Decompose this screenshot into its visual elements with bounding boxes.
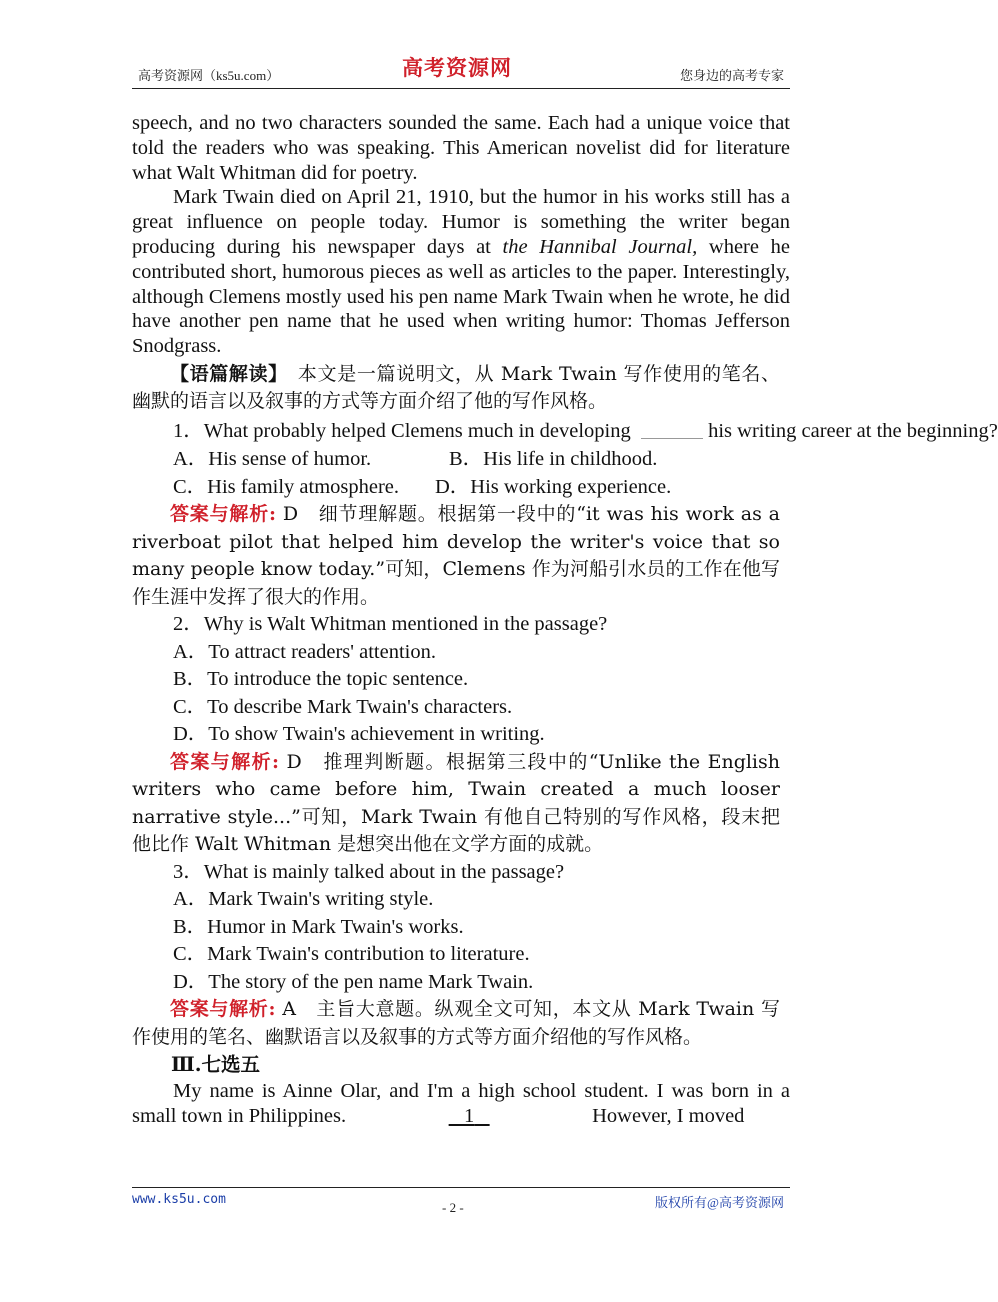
answer-label: 答案与解析: (170, 503, 277, 526)
page-number: - 2 - (442, 1200, 464, 1215)
question-2-option-d[interactable]: D．To show Twain's achievement in writing. (173, 723, 545, 746)
question-2-stem: 2．Why is Walt Whitman mentioned in the passage? (173, 613, 608, 636)
question-1-stem: 1．What probably helped Clemens much in developing his writing career at the beginning? (173, 419, 998, 442)
option-a[interactable]: A．His sense of humor. (173, 448, 372, 471)
question-3-option-b[interactable]: B．Humor in Mark Twain's works. (173, 915, 464, 938)
blank-1[interactable]: 1 (464, 1104, 475, 1127)
option-c[interactable]: C．His family atmosphere. (173, 476, 400, 499)
section-3-paragraph: My name is Ainne Olar, and I'm a high school student. I was born in a small town in Philippines. 1 However, I moved (132, 1079, 790, 1127)
question-3-option-a[interactable]: A．Mark Twain's writing style. (173, 888, 434, 911)
passage-paragraph-last: Mark Twain died on April 21, 1910, but the humor in his works still has a great influence on people today. Humor is something the writer began producing during his newspaper days at the Hannibal Journal, where he contributed short, humorous pieces as well as articles to the paper. Interestingly, although Clemens mostly used his pen name Mark Twain when he wrote, he did have another pen name that he used when writing humor: Thomas Jefferson Snodgrass. (132, 186, 790, 358)
reading-note: 【语篇解读】 本文是一篇说明文，从 Mark Twain 写作使用的笔名、幽默的语言以及叙事的方式等方面介绍了他的写作风格。 (132, 362, 780, 413)
header-site-name: 高考资源网（ks5u.com） (138, 68, 280, 83)
section-3-title: Ⅲ.七选五 (171, 1053, 261, 1077)
header-slogan: 您身边的高考专家 (679, 68, 784, 83)
question-1-answer: 答案与解析: D 细节理解题。根据第一段中的“it was his work as a riverboat pilot that helped him develop the writer's voice that so many people know today.”可知，Clemens 作为河船引水员的工作在他写作生涯中发挥了很大的作用。 (132, 503, 780, 608)
document-body (132, 111, 998, 1129)
question-2-option-a[interactable]: A．To attract readers' attention. (173, 640, 436, 663)
question-3-answer: 答案与解析: A 主旨大意题。纵观全文可知，本文从 Mark Twain 写作使用的笔名、幽默语言以及叙事的方式等方面介绍他的写作风格。 (132, 998, 780, 1048)
question-2-option-b[interactable]: B．To introduce the topic sentence. (173, 668, 469, 691)
question-3-option-c[interactable]: C．Mark Twain's contribution to literature. (173, 943, 530, 966)
question-1-options-row-1 (132, 445, 790, 473)
question-3-option-d[interactable]: D．The story of the pen name Mark Twain. (173, 970, 534, 993)
question-1-options-row-2 (132, 473, 790, 501)
newspaper-title: the Hannibal Journal, (502, 235, 698, 258)
option-b[interactable]: B．His life in childhood. (449, 448, 658, 471)
blank-line (641, 420, 703, 439)
answer-label: 答案与解析: (170, 750, 280, 773)
passage-paragraph-continued: speech, and no two characters sounded the same. Each had a unique voice that told the readers who was speaking. This American novelist did for literature what Walt Whitman did for poetry. (132, 112, 790, 184)
question-2-option-c[interactable]: C．To describe Mark Twain's characters. (173, 695, 513, 718)
option-d[interactable]: D．His working experience. (435, 476, 672, 499)
answer-label: 答案与解析: (170, 998, 276, 1021)
question-2-answer: 答案与解析: D 推理判断题。根据第三段中的“Unlike the English writers who came before him, Twain created a much looser narrative style...”可知，Mark Twain 有他自己特别的写作风格，段末把他比作 Walt Whitman 是想突出他在文学方面的成就。 (132, 750, 780, 856)
page-footer (132, 1187, 790, 1214)
footer-copyright: 版权所有@高考资源网 (655, 1195, 784, 1210)
page-header (132, 52, 790, 89)
footer-url[interactable]: www.ks5u.com (132, 1192, 226, 1207)
question-3-stem: 3．What is mainly talked about in the passage? (173, 860, 565, 883)
reading-note-label: 【语篇解读】 (170, 362, 279, 385)
header-logo: 高考资源网 (402, 56, 512, 80)
